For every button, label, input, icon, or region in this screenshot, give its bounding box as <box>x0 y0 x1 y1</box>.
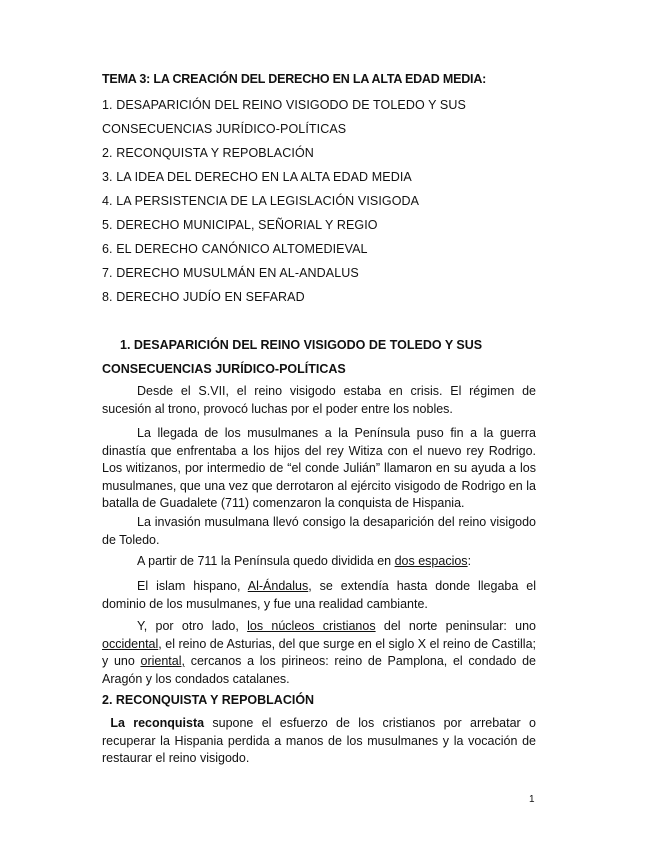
section1-paragraph-6 <box>102 618 536 688</box>
section1-heading-line1: 1. DESAPARICIÓN DEL REINO VISIGODO DE TOLEDO Y SUS <box>120 338 483 352</box>
section2-heading: 2. RECONQUISTA Y REPOBLACIÓN <box>102 693 315 707</box>
p6-text-b: del norte peninsular: uno <box>375 619 536 633</box>
toc-item-1: 1. DESAPARICIÓN DEL REINO VISIGODO DE TOLEDO Y SUS <box>102 98 466 112</box>
reconquista-bold: La reconquista <box>110 716 205 730</box>
section1-paragraph-1: Desde el S.VII, el reino visigodo estaba en crisis. El régimen de sucesión al trono, provocó luchas por el poder entre los nobles. <box>102 384 536 416</box>
toc-item-7: 7. DERECHO MUSULMÁN EN AL-ANDALUS <box>102 266 359 280</box>
oriental-underlined: oriental, <box>140 654 185 668</box>
section1-paragraph-4 <box>102 553 536 571</box>
section2-paragraph-1 <box>102 715 536 768</box>
p6-text-c: , el reino de Asturias, del que surge en el siglo X el reino de Castilla; y uno <box>102 636 536 668</box>
dos-espacios-underlined: dos espacios <box>394 554 468 568</box>
toc-item-8: 8. DERECHO JUDÍO EN SEFARAD <box>102 290 305 304</box>
toc-item-6: 6. EL DERECHO CANÓNICO ALTOMEDIEVAL <box>102 242 368 256</box>
p5-text-end: , se extendía hasta donde llegaba el dominio de los musulmanes, y fue una realidad cambiante. <box>102 579 536 611</box>
toc-item-1-cont: CONSECUENCIAS JURÍDICO-POLÍTICAS <box>102 122 347 136</box>
section1-paragraph-3: La invasión musulmana llevó consigo la desaparición del reino visigodo de Toledo. <box>102 515 536 547</box>
al-andalus-underlined: Al-Ándalus <box>247 579 309 593</box>
p4-text: A partir de 711 la Península quedo dividida en <box>137 554 395 568</box>
section1-paragraph-2: La llegada de los musulmanes a la Península puso fin a la guerra dinastía que enfrentaba a los hijos del rey Witiza con el nuevo rey Rodrigo. Los witizanos, por intermedio de “el conde Julián” llamaron en su ayuda a los musulmanes, que una vez que derrotaron al ejército visigodo de Rodrigo en la batalla de Guadalete (711) comenzaron la conquista de Hispania. <box>102 426 536 510</box>
section1-paragraph-5 <box>102 578 536 613</box>
toc-item-5: 5. DERECHO MUNICIPAL, SEÑORIAL Y REGIO <box>102 218 378 232</box>
nucleos-cristianos-underlined: los núcleos cristianos <box>247 619 376 633</box>
p6-text-d: cercanos a los pirineos: reino de Pamplona, el condado de Aragón y los condados catalanes. <box>102 654 536 686</box>
p5-text: El islam hispano, <box>137 579 248 593</box>
section1-heading-line2: CONSECUENCIAS JURÍDICO-POLÍTICAS <box>102 362 346 376</box>
p4-text-end: : <box>467 554 472 568</box>
p6-text-a: Y, por otro lado, <box>137 619 248 633</box>
occidental-underlined: occidental <box>102 636 159 651</box>
toc-item-2: 2. RECONQUISTA Y REPOBLACIÓN <box>102 146 314 160</box>
document-title: TEMA 3: LA CREACIÓN DEL DERECHO EN LA ALTA EDAD MEDIA: <box>102 72 487 86</box>
section2-p1-text: supone el esfuerzo de los cristianos por arrebatar o recuperar la Hispania perdida a manos de los musulmanes y la vocación de restaurar el reino visigodo. <box>102 716 536 765</box>
toc-item-4: 4. LA PERSISTENCIA DE LA LEGISLACIÓN VISIGODA <box>102 194 420 208</box>
page-number: 1 <box>529 794 535 805</box>
toc-item-3: 3. LA IDEA DEL DERECHO EN LA ALTA EDAD MEDIA <box>102 170 412 184</box>
